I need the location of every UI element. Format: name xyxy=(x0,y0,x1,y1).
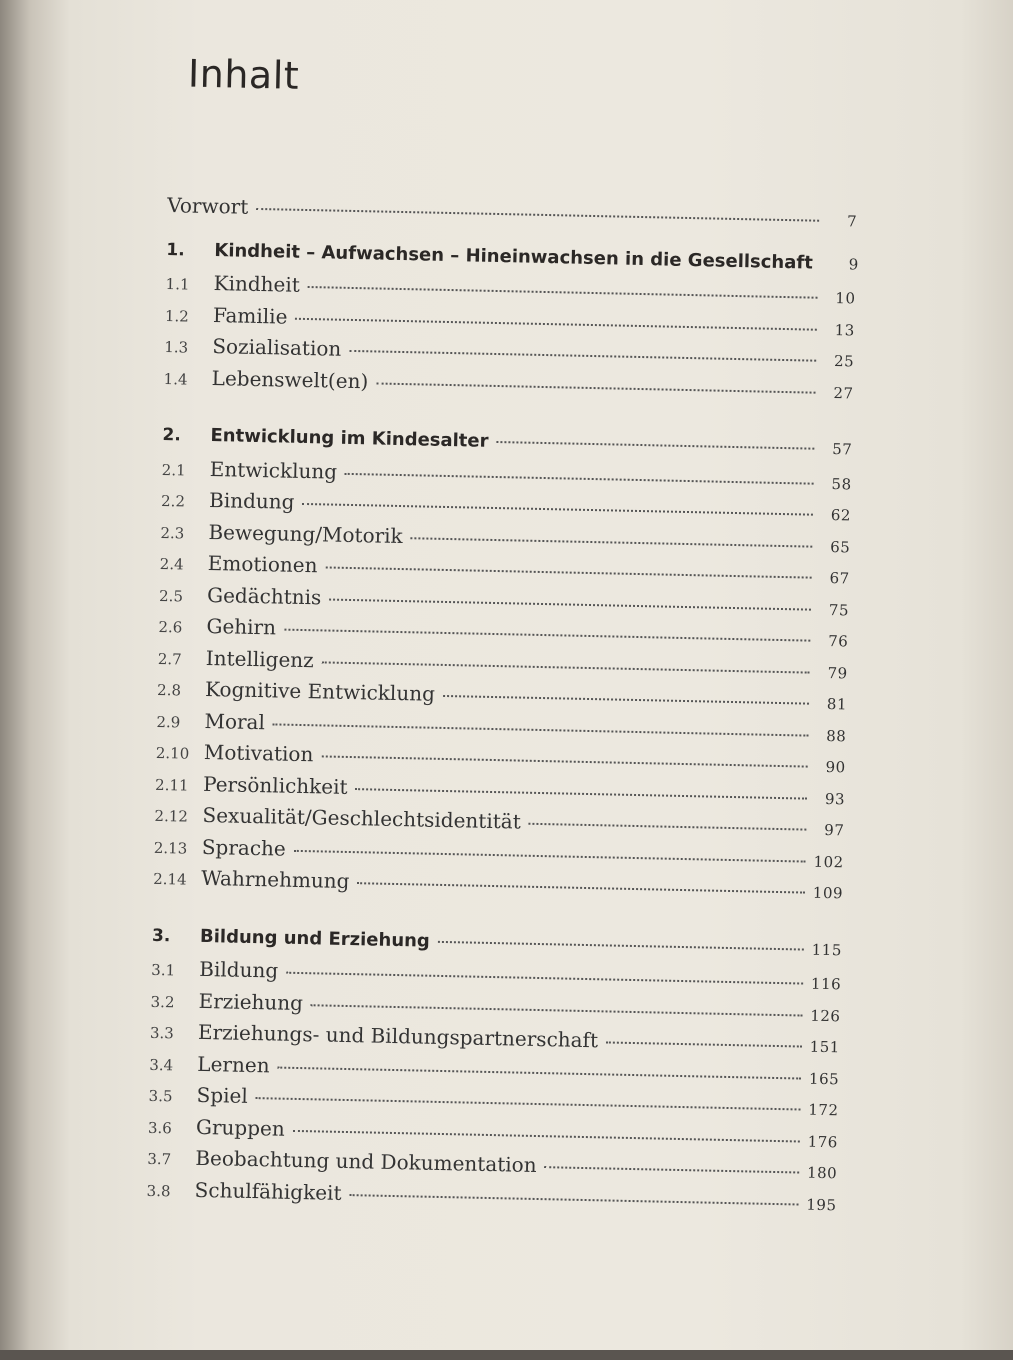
toc-entry-label: Motivation xyxy=(204,740,314,766)
toc-entry-label: Gedächtnis xyxy=(207,582,322,608)
toc-entry-label: Bildung und Erziehung xyxy=(200,925,430,951)
toc-entry-label: Kognitive Entwicklung xyxy=(205,677,435,706)
toc-entry-label: Vorwort xyxy=(167,193,248,219)
toc-entry-number: 2.2 xyxy=(161,492,209,511)
toc-page-number: 126 xyxy=(808,1006,840,1025)
dot-leader xyxy=(256,1097,801,1110)
toc-entry-label: Spiel xyxy=(196,1083,248,1108)
dot-leader xyxy=(278,1066,802,1079)
dot-leader xyxy=(311,1004,803,1016)
toc-entry-label: Schulfähigkeit xyxy=(194,1177,341,1204)
dot-leader xyxy=(545,1166,800,1173)
toc-page-number: 79 xyxy=(815,663,847,682)
dot-leader xyxy=(302,503,813,516)
toc-page-number: 27 xyxy=(821,383,853,402)
dot-leader xyxy=(273,723,809,736)
table-of-contents xyxy=(146,193,857,1222)
toc-entry-number: 1.2 xyxy=(165,307,213,326)
toc-page-number: 81 xyxy=(815,695,847,714)
dot-leader xyxy=(321,755,807,767)
dot-leader xyxy=(357,882,805,893)
toc-entry-number: 1.3 xyxy=(164,338,212,357)
dot-leader xyxy=(411,537,813,547)
toc-entry-number: 2.11 xyxy=(155,775,203,794)
toc-entry-number: 2.10 xyxy=(156,744,204,763)
toc-entry-label: Kindheit – Aufwachsen – Hineinwachsen in die Gesellschaft xyxy=(214,240,813,274)
toc-page-number: 88 xyxy=(814,726,846,745)
toc-page-number: 151 xyxy=(808,1038,840,1057)
toc-entry-label: Bindung xyxy=(209,488,295,514)
toc-entry-number: 1. xyxy=(166,240,214,261)
toc-entry-number: 2. xyxy=(162,425,210,446)
toc-entry-number: 3.2 xyxy=(150,992,198,1011)
toc-entry-label: Bildung xyxy=(199,957,278,983)
dot-leader xyxy=(496,441,814,450)
toc-page-number: 172 xyxy=(806,1101,838,1120)
toc-page-number: 10 xyxy=(823,289,855,308)
toc-page-number: 116 xyxy=(809,975,841,994)
toc-entry-label: Lebenswelt(en) xyxy=(211,366,368,393)
toc-page-number: 58 xyxy=(819,474,851,493)
toc-entry-label: Erziehungs- und Bildungspartnerschaft xyxy=(198,1020,599,1052)
dot-leader xyxy=(308,286,818,299)
dot-leader xyxy=(345,472,814,484)
toc-page-number: 176 xyxy=(806,1132,838,1151)
toc-entry-label: Familie xyxy=(213,303,288,329)
toc-entry-label: Intelligenz xyxy=(206,645,314,671)
toc-page-number: 97 xyxy=(812,821,844,840)
toc-entry-number: 2.8 xyxy=(157,681,205,700)
toc-entry-number: 2.6 xyxy=(158,618,206,637)
toc-entry-number: 2.14 xyxy=(153,870,201,889)
toc-entry-label: Lernen xyxy=(197,1051,270,1077)
dot-leader xyxy=(606,1041,802,1047)
toc-page-number: 7 xyxy=(825,212,857,231)
toc-page-number: 76 xyxy=(816,632,848,651)
toc-entry-number: 2.7 xyxy=(158,649,206,668)
dot-leader xyxy=(376,382,815,393)
toc-entry-label: Erziehung xyxy=(198,988,303,1014)
dot-leader xyxy=(294,849,806,862)
toc-page-number: 13 xyxy=(823,320,855,339)
toc-entry-label: Kindheit xyxy=(213,271,300,297)
toc-entry-label: Entwicklung im Kindesalter xyxy=(210,425,488,452)
toc-entry-number: 1.1 xyxy=(165,275,213,294)
dot-leader xyxy=(349,350,816,362)
dot-leader xyxy=(325,566,811,578)
toc-page-number: 93 xyxy=(813,789,845,808)
toc-entry-label: Beobachtung und Dokumentation xyxy=(195,1146,537,1177)
dot-leader xyxy=(286,972,803,985)
toc-entry-number: 2.12 xyxy=(154,807,202,826)
toc-page-number: 9 xyxy=(827,254,859,273)
toc-page-number: 195 xyxy=(804,1195,836,1214)
dot-leader xyxy=(256,208,819,222)
toc-entry-label: Bewegung/Motorik xyxy=(208,519,403,547)
toc-entry-number: 3.4 xyxy=(149,1055,197,1074)
toc-entry-number: 1.4 xyxy=(163,370,211,389)
toc-entry-number: 3.7 xyxy=(147,1150,195,1169)
chapter-list xyxy=(146,225,856,1223)
dot-leader xyxy=(322,661,810,673)
toc-page-number: 67 xyxy=(817,569,849,588)
toc-entry-number: 2.9 xyxy=(156,712,204,731)
toc-page-number: 57 xyxy=(820,440,852,459)
toc-page-number: 75 xyxy=(817,600,849,619)
toc-entry-number: 2.5 xyxy=(159,586,207,605)
toc-entry-label: Emotionen xyxy=(208,551,318,577)
toc-page-number: 62 xyxy=(819,506,851,525)
toc-entry-number: 3.5 xyxy=(148,1087,196,1106)
toc-entry-number: 3. xyxy=(152,925,200,946)
toc-entry-number: 2.4 xyxy=(160,555,208,574)
toc-entry-label: Sexualität/Geschlechtsidentität xyxy=(202,803,521,834)
toc-page-number: 109 xyxy=(811,884,843,903)
toc-entry-number: 3.3 xyxy=(150,1024,198,1043)
toc-entry-number: 2.3 xyxy=(160,523,208,542)
dot-leader xyxy=(293,1129,800,1142)
toc-entry-label: Moral xyxy=(204,708,265,733)
dot-leader xyxy=(438,940,804,950)
dot-leader xyxy=(295,317,816,330)
toc-entry-number: 2.1 xyxy=(162,461,210,480)
toc-entry-label: Persönlichkeit xyxy=(203,771,348,798)
toc-entry-label: Wahrnehmung xyxy=(201,866,350,893)
dot-leader xyxy=(443,695,809,705)
dot-leader xyxy=(349,1194,798,1205)
toc-entry-number: 3.1 xyxy=(151,961,199,980)
toc-page-number: 65 xyxy=(818,537,850,556)
toc-entry-label: Sozialisation xyxy=(212,334,341,361)
toc-entry-label: Gehirn xyxy=(206,614,276,639)
toc-entry-label: Gruppen xyxy=(196,1114,285,1140)
toc-page-number: 90 xyxy=(813,758,845,777)
toc-page-number: 115 xyxy=(810,940,842,959)
dot-leader xyxy=(284,629,810,642)
toc-page-number: 165 xyxy=(807,1069,839,1088)
toc-entry-label: Entwicklung xyxy=(210,457,338,484)
dot-leader xyxy=(356,788,808,799)
toc-entry-number: 3.8 xyxy=(146,1181,194,1200)
toc-entry-label: Sprache xyxy=(202,834,286,860)
dot-leader xyxy=(529,823,807,831)
toc-page-number: 25 xyxy=(822,352,854,371)
toc-page-number: 102 xyxy=(812,852,844,871)
page-title: Inhalt xyxy=(188,51,300,97)
toc-entry-number: 2.13 xyxy=(154,838,202,857)
toc-entry-number: 3.6 xyxy=(148,1118,196,1137)
dot-leader xyxy=(329,598,811,610)
toc-page-number: 180 xyxy=(805,1164,837,1183)
